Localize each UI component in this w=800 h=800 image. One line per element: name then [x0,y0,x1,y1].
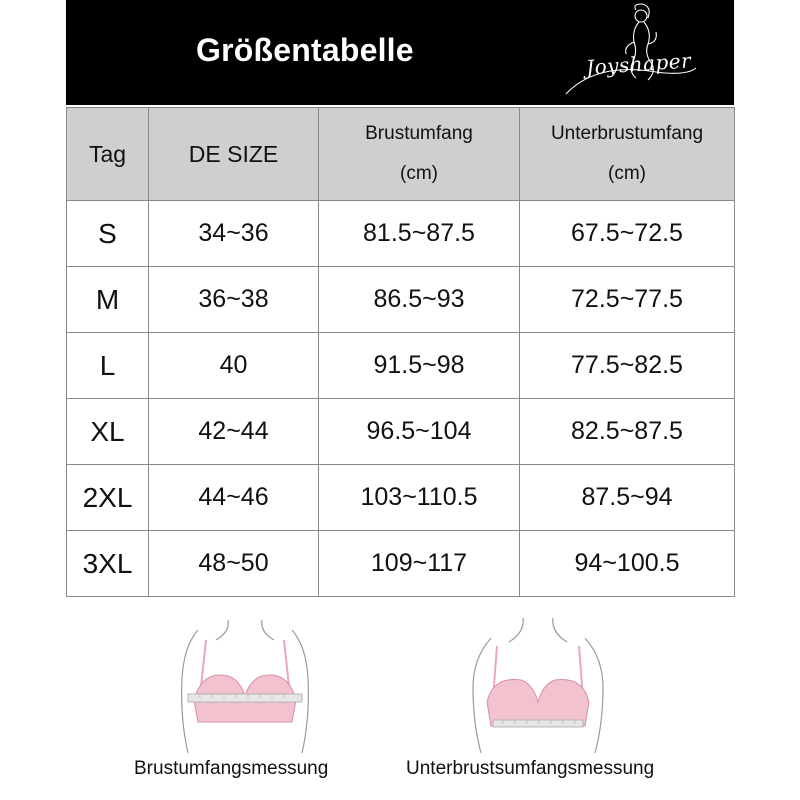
header-underbust [520,108,735,201]
cell-tag: M [67,267,149,333]
cell-bust: 81.5~87.5 [319,201,520,267]
size-chart-table [66,107,735,597]
cell-bust: 86.5~93 [319,267,520,333]
cell-de-size: 36~38 [149,267,319,333]
header-bust-unit: (cm) [400,163,438,184]
header-banner [66,0,734,105]
table-row [67,531,735,597]
cell-bust: 103~110.5 [319,465,520,531]
bust-measurement-illustration [170,618,320,753]
cell-bust: 96.5~104 [319,399,520,465]
table-row [67,465,735,531]
brand-name: Joyshaper [585,48,692,80]
table-row [67,333,735,399]
cell-de-size: 48~50 [149,531,319,597]
cell-tag: 3XL [67,531,149,597]
cell-bust: 91.5~98 [319,333,520,399]
header-de-size: DE SIZE [149,108,319,201]
page-title: Größentabelle [196,32,414,68]
bust-caption: Brustumfangsmessung [134,758,329,779]
cell-bust: 109~117 [319,531,520,597]
cell-underbust: 72.5~77.5 [520,267,735,333]
cell-de-size: 42~44 [149,399,319,465]
header-underbust-label: Unterbrustumfang [550,123,704,144]
cell-tag: 2XL [67,465,149,531]
cell-de-size: 34~36 [149,201,319,267]
cell-underbust: 87.5~94 [520,465,735,531]
cell-de-size: 44~46 [149,465,319,531]
table-header-row [67,108,735,201]
header-bust-label: Brustumfang [365,123,473,144]
table-row [67,399,735,465]
header-tag: Tag [67,108,149,201]
cell-tag: XL [67,399,149,465]
header-underbust-unit: (cm) [608,163,646,184]
cell-tag: L [67,333,149,399]
cell-underbust: 67.5~72.5 [520,201,735,267]
cell-tag: S [67,201,149,267]
header-bust [319,108,520,201]
cell-underbust: 77.5~82.5 [520,333,735,399]
cell-de-size: 40 [149,333,319,399]
underbust-measurement-illustration [463,618,613,753]
cell-underbust: 82.5~87.5 [520,399,735,465]
cell-underbust: 94~100.5 [520,531,735,597]
underbust-caption: Unterbrustsumfangsmessung [406,758,655,779]
table-row [67,201,735,267]
table-row [67,267,735,333]
